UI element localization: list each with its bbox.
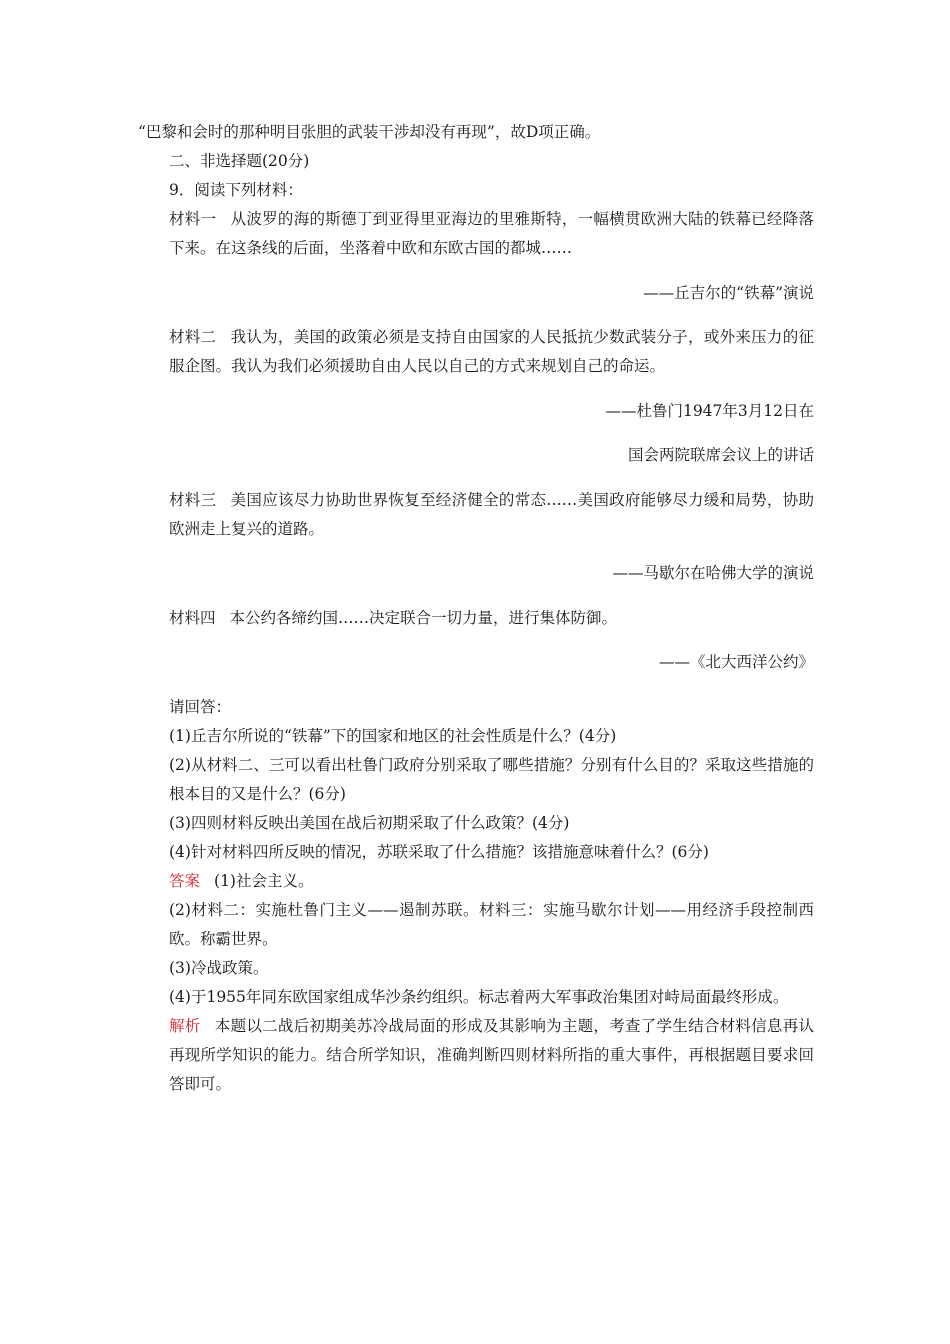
- section-title: 二、非选择题(20分): [169, 152, 310, 170]
- question-2: (2)从材料二、三可以看出杜鲁门政府分别采取了哪些措施？分别有什么目的？采取这些措施的根本目的又是什么？(6分): [169, 755, 814, 803]
- answer-label: 答案: [169, 871, 201, 890]
- material-1-label: 材料一: [169, 210, 217, 228]
- material-3-label: 材料三: [169, 490, 217, 509]
- material-4: [138, 604, 814, 633]
- material-1: [138, 205, 814, 263]
- material-4-source: ——《北大西洋公约》: [658, 653, 814, 671]
- material-2-source-line-1: ——杜鲁门1947年3月12日在: [605, 401, 814, 420]
- previous-explanation-tail: “巴黎和会时的那种明目张胆的武装干涉却没有再现”，故D项正确。: [138, 123, 601, 141]
- answer-3: (3)冷战政策。: [169, 958, 269, 977]
- material-3-source: ——马歇尔在哈佛大学的演说: [612, 564, 814, 582]
- material-3: [138, 486, 814, 544]
- answer-2: (2)材料二：实施杜鲁门主义——遏制苏联。材料三：实施马歇尔计划——用经济手段控制西欧。称霸世界。: [169, 900, 814, 948]
- question-3: (3)四则材料反映出美国在战后初期采取了什么政策？(4分): [169, 813, 570, 832]
- material-4-label: 材料四: [169, 608, 216, 627]
- material-2-text: 我认为，美国的政策必须是支持自由国家的人民抵抗少数武装分子，或外来压力的征服企图。我认为我们必须援助自由人民以自己的方式来规划自己的命运。: [169, 328, 814, 375]
- analysis-label: 解析: [169, 1016, 201, 1035]
- answer-1-text: (1)社会主义。: [214, 871, 314, 890]
- material-2-label: 材料二: [169, 328, 217, 346]
- material-1-text: 从波罗的海的斯德丁到亚得里亚海边的里雅斯特，一幅横贯欧洲大陆的铁幕已经降落下来。在这条线的后面，坐落着中欧和东欧古国的都城……: [169, 210, 814, 257]
- question-intro: 9．阅读下列材料：: [169, 181, 303, 199]
- document-page: [138, 118, 814, 1099]
- material-2: [138, 323, 814, 381]
- question-1: (1)丘吉尔所说的“铁幕”下的国家和地区的社会性质是什么？(4分): [169, 726, 617, 745]
- question-4: (4)针对材料四所反映的情况，苏联采取了什么措施？该措施意味着什么？(6分): [169, 842, 709, 861]
- material-2-source-line-2: 国会两院联席会议上的讲话: [627, 446, 814, 464]
- material-4-text: 本公约各缔约国……决定联合一切力量，进行集体防御。: [229, 608, 618, 627]
- analysis: [138, 1012, 814, 1099]
- material-3-text: 美国应该尽力协助世界恢复至经济健全的常态……美国政府能够尽力缓和局势，协助欧洲走上复兴的道路。: [169, 490, 814, 538]
- material-1-source: ——丘吉尔的“铁幕”演说: [643, 283, 814, 302]
- please-answer: 请回答：: [169, 697, 232, 716]
- analysis-text: 本题以二战后初期美苏冷战局面的形成及其影响为主题，考查了学生结合材料信息再认再现所学知识的能力。结合所学知识，准确判断四则材料所指的重大事件，再根据题目要求回答即可。: [169, 1016, 814, 1093]
- answer-1: [138, 867, 814, 896]
- answer-4: (4)于1955年同东欧国家组成华沙条约组织。标志着两大军事政治集团对峙局面最终形成。: [169, 987, 789, 1006]
